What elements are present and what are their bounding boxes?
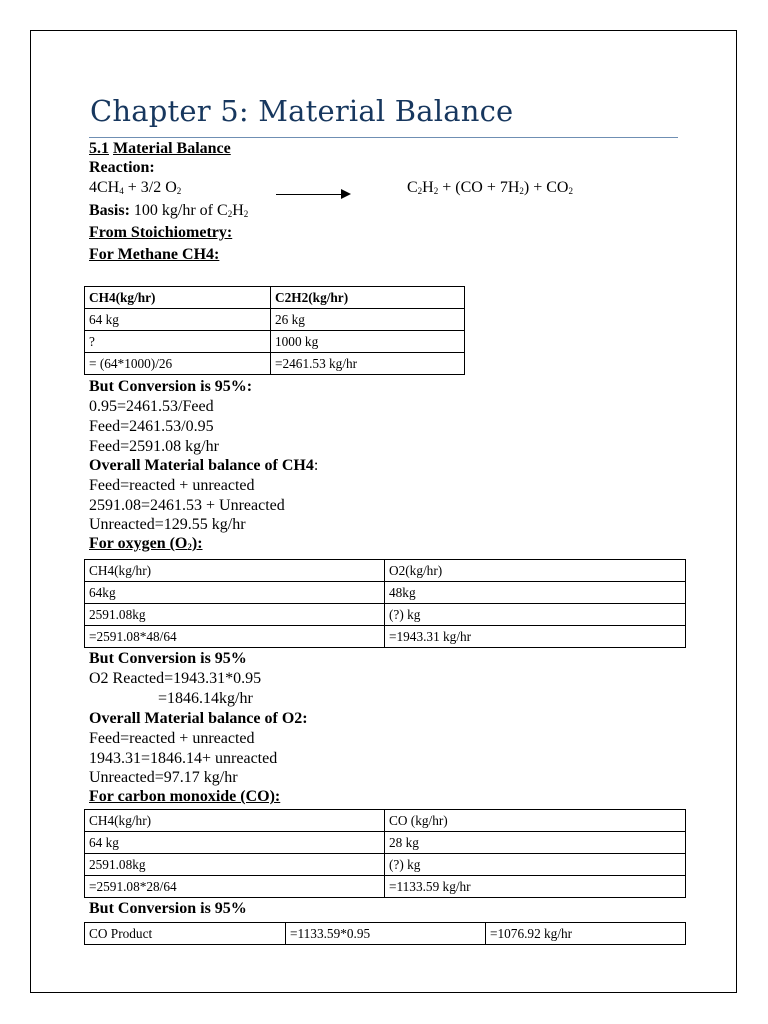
basis-label: Basis: (89, 202, 130, 219)
table-cell: =1943.31 kg/hr (385, 626, 686, 648)
table-cell: 26 kg (271, 309, 465, 331)
table-row (85, 832, 686, 854)
table-row (85, 604, 686, 626)
calc-line: Feed=reacted + unreacted (89, 477, 255, 494)
table-header-row (85, 287, 465, 309)
calc-line: O2 Reacted=1943.31*0.95 (89, 670, 262, 687)
table-cell: 2591.08kg (85, 604, 385, 626)
methane-heading: For Methane CH4: (89, 246, 220, 263)
sub: 2 (227, 209, 233, 219)
section-heading (89, 140, 231, 158)
section-name: Material Balance (113, 140, 231, 157)
sub: 2 (417, 186, 423, 196)
chapter-title: Chapter 5: Material Balance (90, 94, 514, 128)
sub: 2 (568, 186, 573, 196)
table-cell: 64kg (85, 582, 385, 604)
table-cell: (?) kg (385, 604, 686, 626)
table-header: CH4(kg/hr) (85, 287, 271, 309)
methane-table (84, 286, 465, 375)
calc-line: Unreacted=129.55 kg/hr (89, 516, 246, 533)
rhs-text: ) + CO (523, 179, 569, 196)
table-header: CH4(kg/hr) (85, 810, 385, 832)
from-stoich-heading: From Stoichiometry: (89, 224, 233, 241)
conversion-heading: But Conversion is 95% (89, 900, 247, 917)
table-row (85, 331, 465, 353)
calc-line: 0.95=2461.53/Feed (89, 398, 214, 415)
table-cell: =2461.53 kg/hr (271, 353, 465, 375)
table-header: O2(kg/hr) (385, 560, 686, 582)
heading-text: Overall Material balance of CH4 (89, 457, 314, 474)
table-row (85, 309, 465, 331)
sub: 2 (176, 186, 182, 196)
overall-o2-heading: Overall Material balance of O2: (89, 710, 308, 727)
title-rule (89, 137, 678, 138)
table-cell: =1133.59 kg/hr (385, 876, 686, 898)
reaction-arrow-head (341, 189, 351, 199)
oxygen-heading (89, 535, 203, 553)
table-cell: 2591.08kg (85, 854, 385, 876)
sub: 4 (119, 186, 124, 196)
table-cell: =2591.08*48/64 (85, 626, 385, 648)
overall-ch4-heading (89, 457, 318, 475)
heading-text: For oxygen (O (89, 535, 188, 552)
rhs-text: + (CO + 7H (438, 179, 520, 196)
calc-line: Feed=2461.53/0.95 (89, 418, 214, 435)
calc-line: 1943.31=1846.14+ unreacted (89, 750, 278, 767)
section-number: 5.1 (89, 140, 109, 157)
calc-line: Feed=reacted + unreacted (89, 730, 255, 747)
table-header: CH4(kg/hr) (85, 560, 385, 582)
co-table (84, 809, 686, 898)
basis-line (89, 202, 248, 220)
table-cell: 64 kg (85, 309, 271, 331)
sub: 2 (243, 209, 249, 219)
table-cell: 64 kg (85, 832, 385, 854)
table-cell: ? (85, 331, 271, 353)
table-row (85, 582, 686, 604)
conversion-heading: But Conversion is 95% (89, 650, 247, 667)
sub: 2 (433, 186, 439, 196)
heading-colon: : (313, 457, 319, 474)
calc-line: =1846.14kg/hr (158, 690, 253, 707)
calc-line: 2591.08=2461.53 + Unreacted (89, 497, 285, 514)
table-cell: 28 kg (385, 832, 686, 854)
reaction-arrow (276, 194, 342, 195)
lhs-oxygen: + 3/2 O (123, 179, 177, 196)
table-header: CO (kg/hr) (385, 810, 686, 832)
calc-line: Feed=2591.08 kg/hr (89, 438, 219, 455)
table-header-row (85, 810, 686, 832)
sub: 2 (187, 542, 192, 552)
basis-text: H (232, 202, 244, 219)
table-cell: 1000 kg (271, 331, 465, 353)
table-cell: =1133.59*0.95 (286, 923, 486, 945)
table-cell: =1076.92 kg/hr (486, 923, 686, 945)
co-product-table (84, 922, 686, 945)
rhs-text: H (422, 179, 434, 196)
sub: 2 (519, 186, 524, 196)
table-header-row (85, 560, 686, 582)
table-row (85, 353, 465, 375)
table-cell: 48kg (385, 582, 686, 604)
table-cell: =2591.08*28/64 (85, 876, 385, 898)
table-cell: = (64*1000)/26 (85, 353, 271, 375)
table-cell: CO Product (85, 923, 286, 945)
calc-line: Unreacted=97.17 kg/hr (89, 769, 238, 786)
basis-text: 100 kg/hr of C (129, 202, 228, 219)
reaction-rhs (407, 179, 573, 197)
heading-text: ): (191, 535, 203, 552)
oxygen-table (84, 559, 686, 648)
table-row (85, 876, 686, 898)
reaction-label: Reaction: (89, 159, 155, 176)
table-row (85, 626, 686, 648)
table-cell: (?) kg (385, 854, 686, 876)
table-row (85, 923, 686, 945)
co-heading: For carbon monoxide (CO): (89, 788, 281, 805)
lhs-methane: 4CH (89, 179, 120, 196)
reaction-lhs (89, 179, 181, 197)
table-row (85, 854, 686, 876)
conversion-heading: But Conversion is 95%: (89, 378, 253, 395)
rhs-text: C (407, 179, 418, 196)
table-header: C2H2(kg/hr) (271, 287, 465, 309)
